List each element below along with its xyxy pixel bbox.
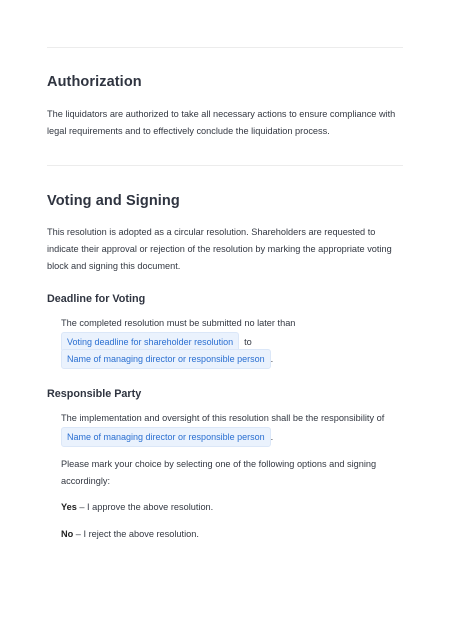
responsible-line [61,427,273,447]
deadline-person-field[interactable]: Name of managing director or responsible person [61,349,271,369]
deadline-end: . [270,354,274,364]
deadline-date-field[interactable]: Voting deadline for shareholder resolution [61,332,239,352]
responsible-intro-text: The implementation and oversight of this resolution shall be the responsibility of [61,413,385,423]
subheading-responsible: Responsible Party [47,388,142,400]
yes-label: Yes [61,502,77,512]
vote-option-yes [61,502,213,512]
voting-text: This resolution is adopted as a circular resolution. Shareholders are requested to indicate their approval or rejection of the resolution by marking the appropriate voting block and signing this document. [47,227,392,271]
subheading-deadline: Deadline for Voting [47,293,146,305]
no-label: No [61,529,74,539]
responsible-end: . [270,432,274,442]
instruction-text: Please mark your choice by selecting one of the following options and signing accordingly: [61,459,377,486]
divider [47,47,403,48]
yes-text: – I approve the above resolution. [76,502,214,512]
no-text: – I reject the above resolution. [73,529,199,539]
responsible-intro [61,413,384,423]
authorization-text: The liquidators are authorized to take all necessary actions to ensure compliance with legal requirements and to effectively conclude the liquidation process. [47,109,396,136]
vote-option-no [61,529,199,539]
deadline-line-2 [61,349,273,369]
section-heading-authorization: Authorization [47,74,142,90]
divider [47,165,403,166]
section-heading-voting: Voting and Signing [47,193,180,209]
responsible-person-field[interactable]: Name of managing director or responsible person [61,427,271,447]
deadline-intro [61,318,295,328]
deadline-intro-text: The completed resolution must be submitted no later than [61,318,296,328]
deadline-connector: to [244,337,252,347]
